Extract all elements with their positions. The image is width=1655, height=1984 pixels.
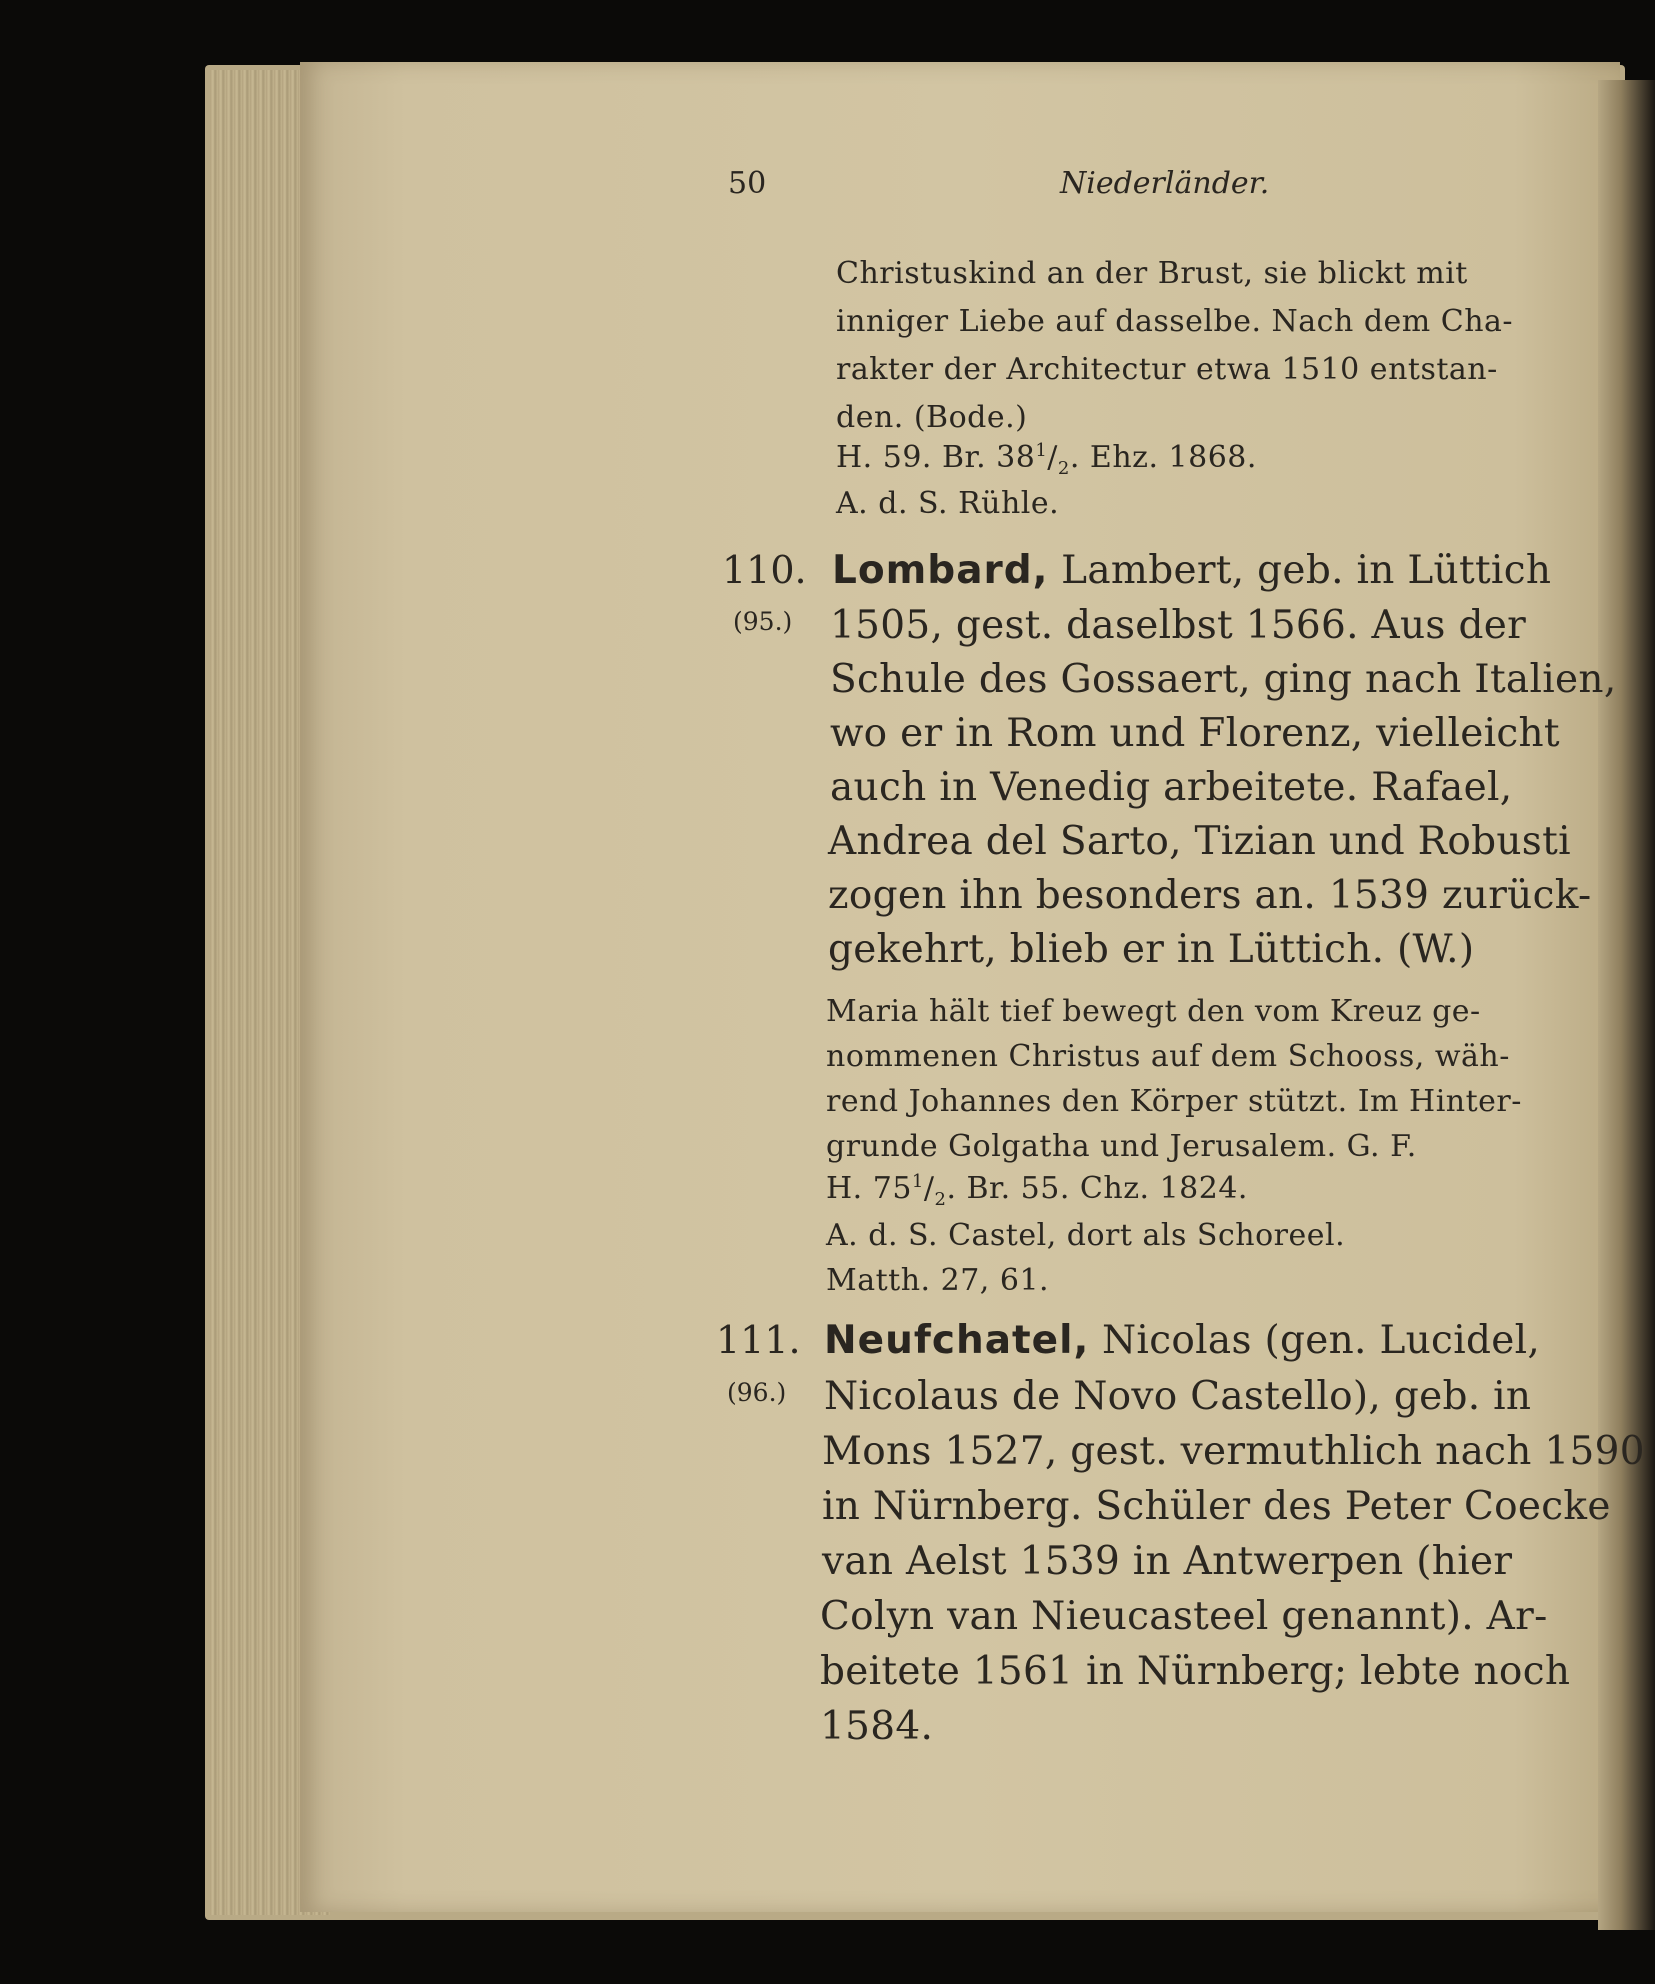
- entry-heading-line: Lombard, Lambert, geb. in Lüttich: [832, 548, 1552, 593]
- description-line: grunde Golgatha und Jerusalem. G. F.: [826, 1129, 1417, 1164]
- bio-line: Mons 1527, gest. vermuthlich nach 1590: [822, 1429, 1645, 1474]
- description-line: rend Johannes den Körper stützt. Im Hinter-: [826, 1084, 1522, 1119]
- continuation-line: rakter der Architectur etwa 1510 entstan-: [836, 352, 1498, 387]
- bio-line: 1584.: [820, 1704, 934, 1749]
- bio-line: Colyn van Nieucasteel genannt). Ar-: [820, 1594, 1548, 1639]
- entry-reference: (96.): [727, 1378, 787, 1407]
- page-number: 50: [728, 166, 767, 201]
- bio-line: Nicolaus de Novo Castello), geb. in: [824, 1374, 1532, 1419]
- running-title: Niederländer.: [1060, 166, 1270, 201]
- entry-citation: Matth. 27, 61.: [826, 1263, 1050, 1298]
- bio-line: wo er in Rom und Florenz, vielleicht: [830, 711, 1560, 756]
- bio-line: gekehrt, blieb er in Lüttich. (W.): [828, 927, 1475, 972]
- bio-line: van Aelst 1539 in Antwerpen (hier: [822, 1539, 1513, 1584]
- entry-heading-line: Neufchatel, Nicolas (gen. Lucidel,: [824, 1318, 1541, 1363]
- entry-provenance: A. d. S. Castel, dort als Schoreel.: [826, 1218, 1346, 1253]
- continuation-line: Christuskind an der Brust, sie blickt mit: [836, 256, 1468, 291]
- bio-line: Andrea del Sarto, Tizian und Robusti: [828, 819, 1571, 864]
- bio-line: 1505, gest. daselbst 1566. Aus der: [830, 603, 1527, 648]
- continuation-measurements: H. 59. Br. $38^1/_2$. Ehz. 1868.: [836, 440, 1257, 479]
- continuation-provenance: A. d. S. Rühle.: [836, 486, 1060, 521]
- bio-line: Schule des Gossaert, ging nach Italien,: [830, 657, 1617, 702]
- description-line: nommenen Christus auf dem Schooss, wäh-: [826, 1039, 1510, 1074]
- bio-line: in Nürnberg. Schüler des Peter Coecke: [822, 1484, 1611, 1529]
- bio-line: zogen ihn besonders an. 1539 zurück-: [828, 873, 1592, 918]
- description-line: Maria hält tief bewegt den vom Kreuz ge-: [826, 994, 1481, 1029]
- entry-measurements: H. $75^1/_2$. Br. 55. Chz. 1824.: [826, 1171, 1248, 1210]
- entry-number: 110.: [722, 548, 807, 592]
- continuation-line: inniger Liebe auf dasselbe. Nach dem Cha-: [836, 304, 1514, 339]
- entry-reference: (95.): [733, 607, 793, 636]
- entry-number: 111.: [716, 1318, 801, 1362]
- artist-name: Neufchatel,: [824, 1318, 1090, 1363]
- continuation-line: den. (Bode.): [836, 400, 1028, 435]
- artist-name: Lombard,: [832, 548, 1049, 593]
- bio-line: auch in Venedig arbeitete. Rafael,: [830, 765, 1513, 810]
- bio-line: beitete 1561 in Nürnberg; lebte noch: [820, 1649, 1571, 1694]
